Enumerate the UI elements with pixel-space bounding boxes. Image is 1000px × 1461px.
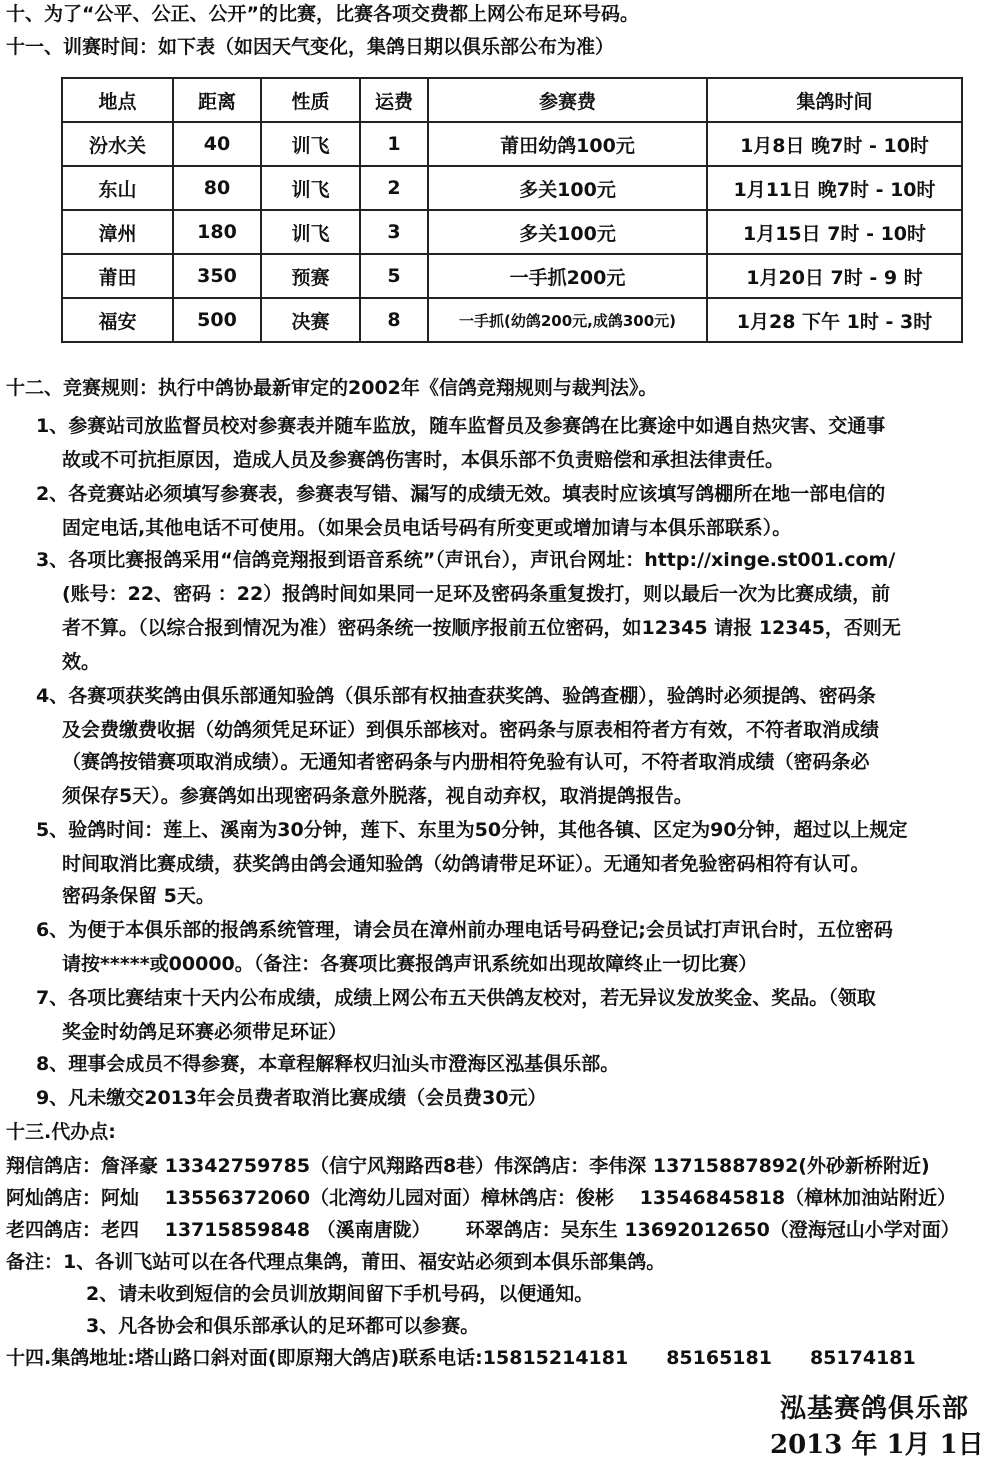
cell-type: 训飞 xyxy=(261,166,360,210)
cell-collect-time: 1月20日 7时 - 9 时 xyxy=(707,254,962,298)
note-3: 3、凡各协会和俱乐部承认的足环都可以参赛。 xyxy=(86,1315,480,1337)
cell-distance: 500 xyxy=(173,298,261,342)
cell-fee: 多关100元 xyxy=(428,166,707,210)
header-fee: 参赛费 xyxy=(428,78,707,122)
header-distance: 距离 xyxy=(173,78,261,122)
agent-line-2: 阿灿鸽店：阿灿 13556372060（北湾幼儿园对面）樟林鸽店：俊彬 13546845818（樟林加油站附近） xyxy=(6,1187,957,1209)
cell-collect-time: 1月15日 7时 - 10时 xyxy=(707,210,962,254)
cell-collect-time: 1月28 下午 1时 - 3时 xyxy=(707,298,962,342)
cell-type: 决赛 xyxy=(261,298,360,342)
rule-4-line-3: （赛鸽按错赛项取消成绩）。无通知者密码条与内册相符免验有认可，不符者取消成绩（密码条必 xyxy=(62,751,870,773)
cell-type: 预赛 xyxy=(261,254,360,298)
rule-3-line-1: 3、各项比赛报鸽采用“信鸽竞翔报到语音系统”（声讯台），声讯台网址：http://xinge.st001.com/ xyxy=(36,549,896,571)
table-row xyxy=(62,210,962,254)
cell-freight: 1 xyxy=(360,122,428,166)
header-collect-time: 集鸽时间 xyxy=(707,78,962,122)
cell-type: 训飞 xyxy=(261,122,360,166)
table-header-row xyxy=(62,78,962,122)
cell-fee: 一手抓200元 xyxy=(428,254,707,298)
rule-3-line-2: (账号：22、密码 ：22）报鸽时间如果同一足环及密码条重复拨打，则以最后一次为比赛成绩，前 xyxy=(62,583,891,605)
agent-line-3: 老四鸽店：老四 13715859848 （溪南唐陇） 环翠鸽店：吴东生 13692012650（澄海冠山小学对面） xyxy=(6,1219,960,1241)
cell-distance: 180 xyxy=(173,210,261,254)
cell-freight: 5 xyxy=(360,254,428,298)
rule-6-line-1: 6、为便于本俱乐部的报鸽系统管理，请会员在漳州前办理电话号码登记;会员试打声讯台时，五位密码 xyxy=(36,919,893,941)
rule-1-line-2: 故或不可抗拒原因，造成人员及参赛鸽伤害时，本俱乐部不负责赔偿和承担法律责任。 xyxy=(62,449,785,471)
cell-location: 莆田 xyxy=(62,254,173,298)
cell-location: 福安 xyxy=(62,298,173,342)
note-1: 备注：1、各训飞站可以在各代理点集鸽，莆田、福安站必须到本俱乐部集鸽。 xyxy=(6,1251,666,1273)
section-14: 十四.集鸽地址:塔山路口斜对面(即原翔大鸽店)联系电话:15815214181 85165181 85174181 xyxy=(6,1347,916,1369)
rule-3-line-4: 效。 xyxy=(62,651,101,673)
rule-2-line-2: 固定电话,其他电话不可使用。（如果会员电话号码有所变更或增加请与本俱乐部联系）。 xyxy=(62,517,792,539)
table-row xyxy=(62,298,962,342)
cell-freight: 3 xyxy=(360,210,428,254)
cell-type: 训飞 xyxy=(261,210,360,254)
header-freight: 运费 xyxy=(360,78,428,122)
cell-distance: 80 xyxy=(173,166,261,210)
rule-8: 8、理事会成员不得参赛，本章程解释权归汕头市澄海区泓基俱乐部。 xyxy=(36,1053,620,1075)
section-11: 十一、训赛时间：如下表（如因天气变化，集鸽日期以俱乐部公布为准） xyxy=(6,36,615,58)
cell-distance: 350 xyxy=(173,254,261,298)
cell-location: 漳州 xyxy=(62,210,173,254)
rule-4-line-4: 须保存5天）。参赛鸽如出现密码条意外脱落，视自动弃权，取消提鸽报告。 xyxy=(62,785,693,807)
header-type: 性质 xyxy=(261,78,360,122)
rule-7-line-2: 奖金时幼鸽足环赛必须带足环证） xyxy=(62,1021,348,1043)
rule-5-line-1: 5、验鸽时间：莲上、溪南为30分钟，莲下、东里为50分钟，其他各镇、区定为90分钟，超过以上规定 xyxy=(36,819,908,841)
cell-freight: 2 xyxy=(360,166,428,210)
cell-location: 东山 xyxy=(62,166,173,210)
section-10: 十、为了“公平、公正、公开”的比赛，比赛各项交费都上网公布足环号码。 xyxy=(6,3,639,25)
rule-9: 9、凡未缴交2013年会员费者取消比赛成绩（会员费30元） xyxy=(36,1087,547,1109)
cell-fee: 一手抓(幼鸽200元,成鸽300元) xyxy=(428,298,707,342)
section-13: 十三.代办点: xyxy=(6,1121,116,1143)
cell-location: 汾水关 xyxy=(62,122,173,166)
club-signature: 泓基赛鸽俱乐部 xyxy=(780,1394,970,1424)
rule-1-line-1: 1、参赛站司放监督员校对参赛表并随车监放，随车监督员及参赛鸽在比赛途中如遇自热灾害、交通事 xyxy=(36,415,886,437)
cell-freight: 8 xyxy=(360,298,428,342)
section-12: 十二、竞赛规则：执行中鸽协最新审定的2002年《信鸽竞翔规则与裁判法》。 xyxy=(6,377,658,399)
table-row xyxy=(62,166,962,210)
document-date: 2013 年 1月 1日 xyxy=(770,1430,984,1460)
note-2: 2、请未收到短信的会员训放期间留下手机号码，以便通知。 xyxy=(86,1283,594,1305)
agent-line-1: 翔信鸽店：詹泽豪 13342759785（信宁风翔路西8巷）伟深鸽店：李伟深 13715887892(外砂新桥附近) xyxy=(6,1155,930,1177)
rule-5-line-2: 时间取消比赛成绩，获奖鸽由鸽会通知验鸽（幼鸽请带足环证）。无通知者免验密码相符有认可。 xyxy=(62,853,870,875)
rule-2-line-1: 2、各竞赛站必须填写参赛表，参赛表写错、漏写的成绩无效。填表时应该填写鸽棚所在地一部电信的 xyxy=(36,483,886,505)
rule-4-line-2: 及会费缴费收据（幼鸽须凭足环证）到俱乐部核对。密码条与原表相符者方有效，不符者取消成绩 xyxy=(62,719,880,741)
training-schedule-table xyxy=(61,77,963,343)
rule-4-line-1: 4、各赛项获奖鸽由俱乐部通知验鸽（俱乐部有权抽查获奖鸽、验鸽查棚），验鸽时必须提鸽、密码条 xyxy=(36,685,876,707)
cell-collect-time: 1月8日 晚7时 - 10时 xyxy=(707,122,962,166)
table-row xyxy=(62,254,962,298)
cell-fee: 莆田幼鸽100元 xyxy=(428,122,707,166)
cell-collect-time: 1月11日 晚7时 - 10时 xyxy=(707,166,962,210)
rule-3-line-3: 者不算。（以综合报到情况为准）密码条统一按顺序报前五位密码，如12345 请报 12345，否则无 xyxy=(62,617,901,639)
cell-distance: 40 xyxy=(173,122,261,166)
rule-7-line-1: 7、各项比赛结束十天内公布成绩，成绩上网公布五天供鸽友校对，若无异议发放奖金、奖品。（领取 xyxy=(36,987,876,1009)
cell-fee: 多关100元 xyxy=(428,210,707,254)
rule-6-line-2: 请按*****或00000。（备注：各赛项比赛报鸽声讯系统如出现故障终止一切比赛） xyxy=(62,953,758,975)
table-row xyxy=(62,122,962,166)
header-location: 地点 xyxy=(62,78,173,122)
rule-5-line-3: 密码条保留 5天。 xyxy=(62,885,215,907)
